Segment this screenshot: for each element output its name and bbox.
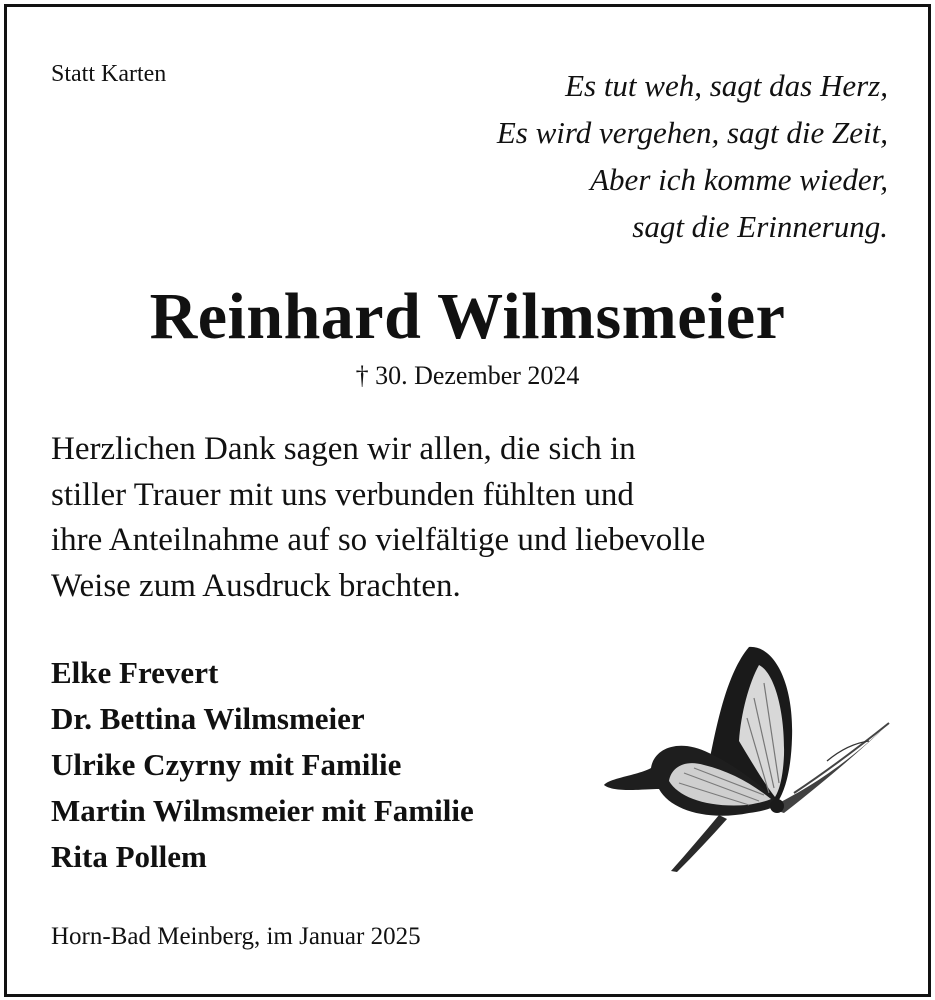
family-list <box>51 650 474 880</box>
thanks-line: ihre Anteilnahme auf so vielfältige und liebevolle <box>51 522 706 558</box>
place-date-footer: Horn-Bad Meinberg, im Januar 2025 <box>51 923 421 950</box>
header-label: Statt Karten <box>51 61 167 87</box>
poem-line: Aber ich komme wieder, <box>590 162 888 197</box>
family-member: Dr. Bettina Wilmsmeier <box>51 701 365 736</box>
butterfly-illustration <box>599 643 891 875</box>
obituary-notice <box>4 4 931 997</box>
thanks-line: stiller Trauer mit uns verbunden fühlten und <box>51 476 634 513</box>
thanks-line: Weise zum Ausdruck brachten. <box>51 567 461 604</box>
poem-line: Es wird vergehen, sagt die Zeit, <box>496 115 888 150</box>
deceased-name: Reinhard Wilmsmeier <box>149 280 786 353</box>
thanks-line: Herzlichen Dank sagen wir allen, die sich in <box>51 431 636 467</box>
family-member: Rita Pollem <box>51 839 207 874</box>
family-member: Ulrike Czyrny mit Familie <box>51 747 402 782</box>
poem <box>497 62 888 250</box>
family-member: Martin Wilmsmeier mit Familie <box>51 793 474 828</box>
poem-line: Es tut weh, sagt das Herz, <box>565 68 888 103</box>
poem-line: sagt die Erinnerung. <box>632 209 888 244</box>
family-member: Elke Frevert <box>51 655 219 690</box>
thanks-text <box>51 427 871 609</box>
death-date: † 30. Dezember 2024 <box>355 361 580 390</box>
